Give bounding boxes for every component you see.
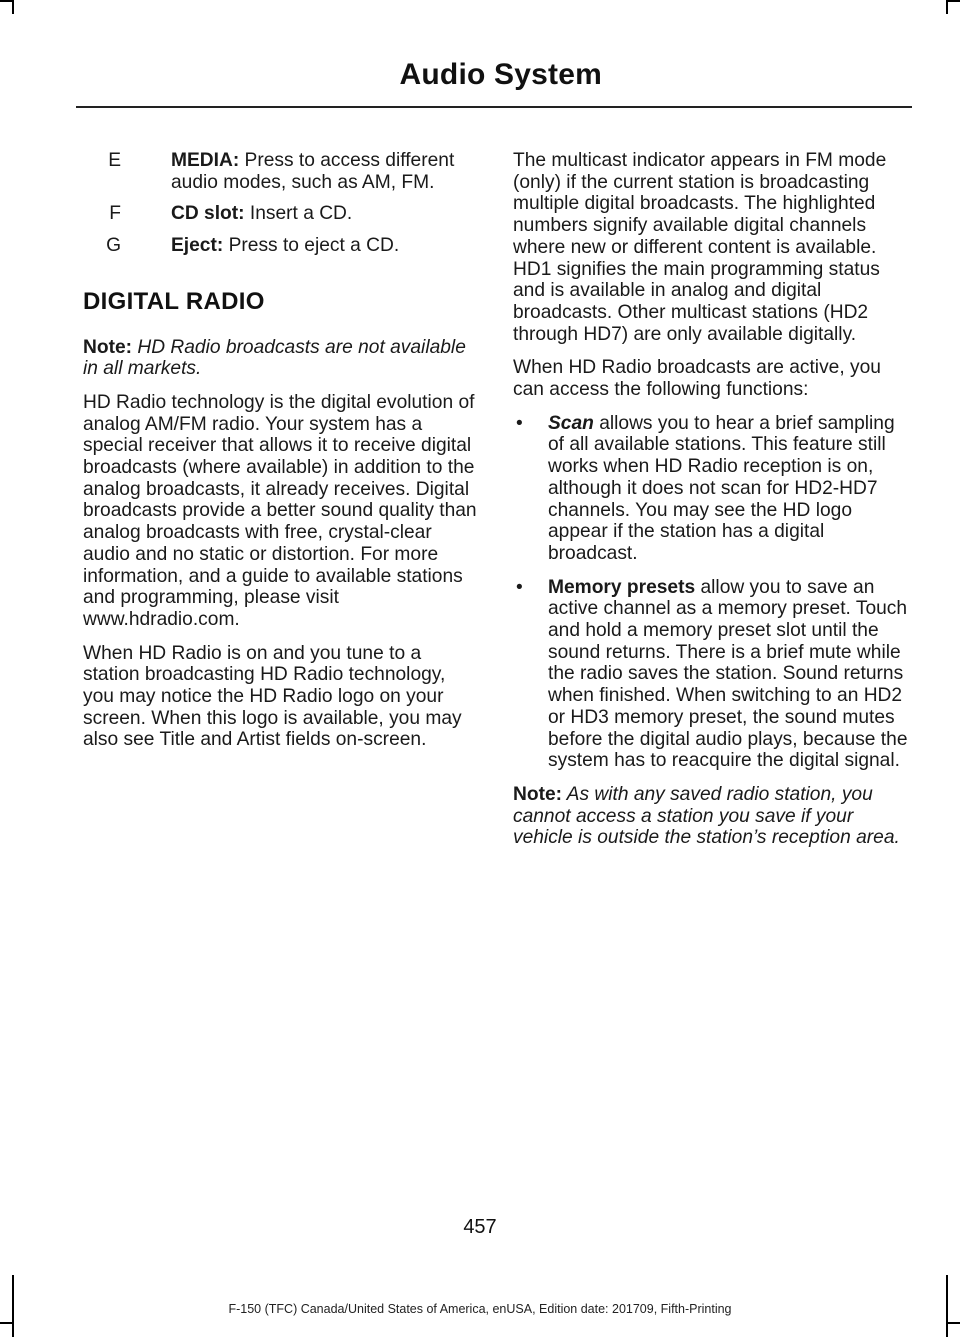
list-item <box>513 413 910 565</box>
key-label: CD slot: <box>171 203 245 225</box>
note-label: Note: <box>513 783 563 805</box>
section-heading: DIGITAL RADIO <box>83 287 265 315</box>
bullet-text: allows you to hear a brief sampling of all available stations. This feature still works when HD Radio reception is on, although it does not scan for HD2-HD7 channels. You may see the HD logo appear if the station has a digital broadcast. <box>548 412 895 564</box>
hd-radio-intro-paragraph: HD Radio technology is the digital evolution of analog AM/FM radio. Your system has a special receiver that allows it to receive digital broadcasts (where available) in addition to the analog broadcasts, it already receives. Digital broadcasts provide a better sound quality than analog broadcasts with free, crystal-clear audio and no static or distortion. For more information, and a guide to available stations and programming, please visit www.hdradio.com. <box>83 391 477 630</box>
key-letter: E <box>108 150 121 171</box>
crop-mark <box>946 1322 960 1324</box>
crop-mark <box>12 0 14 14</box>
note-label: Note: <box>83 336 133 358</box>
key-item-e <box>83 150 477 193</box>
note-paragraph <box>83 337 477 380</box>
note-text: HD Radio broadcasts are not available in all markets. <box>83 336 466 380</box>
key-text: Press to eject a CD. <box>223 235 400 257</box>
bullet-icon: • <box>516 576 523 598</box>
page-header-title: Audio System <box>399 58 602 91</box>
key-text: Press to access different audio modes, such as AM, FM. <box>171 150 455 193</box>
key-letter: F <box>109 203 121 225</box>
multicast-paragraph: The multicast indicator appears in FM mode (only) if the current station is broadcasting multiple digital broadcasts. The highlighted numbers signify available digital channels where new or different content is available. HD1 signifies the main programming status and is available in analog and digital broadcasts. Other multicast stations (HD2 through HD7) are only available digitally. <box>513 150 887 345</box>
key-text: Insert a CD. <box>244 203 353 225</box>
key-label: Eject: <box>171 235 224 257</box>
hd-radio-logo-paragraph: When HD Radio is on and you tune to a station broadcasting HD Radio technology, you may notice the HD Radio logo on your screen. When this logo is available, you may also see Title and Artist fields on-screen. <box>83 642 462 751</box>
page-number: 457 <box>463 1216 497 1238</box>
crop-mark <box>946 0 948 14</box>
note-text: As with any saved radio station, you cannot access a station you save if your vehicle is outside the station’s reception area. <box>513 783 900 849</box>
edition-footer: F-150 (TFC) Canada/United States of America, enUSA, Edition date: 201709, Fifth-Printing <box>228 1302 732 1316</box>
key-item-f <box>83 203 477 225</box>
bullet-icon: • <box>516 412 523 434</box>
key-letter: G <box>106 235 121 257</box>
key-label: MEDIA: <box>171 150 240 171</box>
note-paragraph <box>513 784 910 849</box>
bullet-text: allow you to save an active channel as a memory preset. Touch and hold a memory preset slot until the sound returns. There is a brief mute while the radio saves the station. Sound returns when finished. When switching to an HD2 or HD3 memory preset, the sound mutes before the digital audio plays, because the system has to reacquire the digital signal. <box>548 576 908 772</box>
crop-mark <box>0 1322 14 1324</box>
key-item-g <box>83 235 477 257</box>
left-column <box>83 150 477 763</box>
crop-mark <box>946 0 960 2</box>
bullet-label: Scan <box>548 412 594 434</box>
bullet-label: Memory presets <box>548 576 696 598</box>
functions-intro-paragraph: When HD Radio broadcasts are active, you can access the following functions: <box>513 357 881 401</box>
list-item <box>513 577 910 772</box>
right-column <box>513 150 910 861</box>
header-divider <box>76 106 912 108</box>
